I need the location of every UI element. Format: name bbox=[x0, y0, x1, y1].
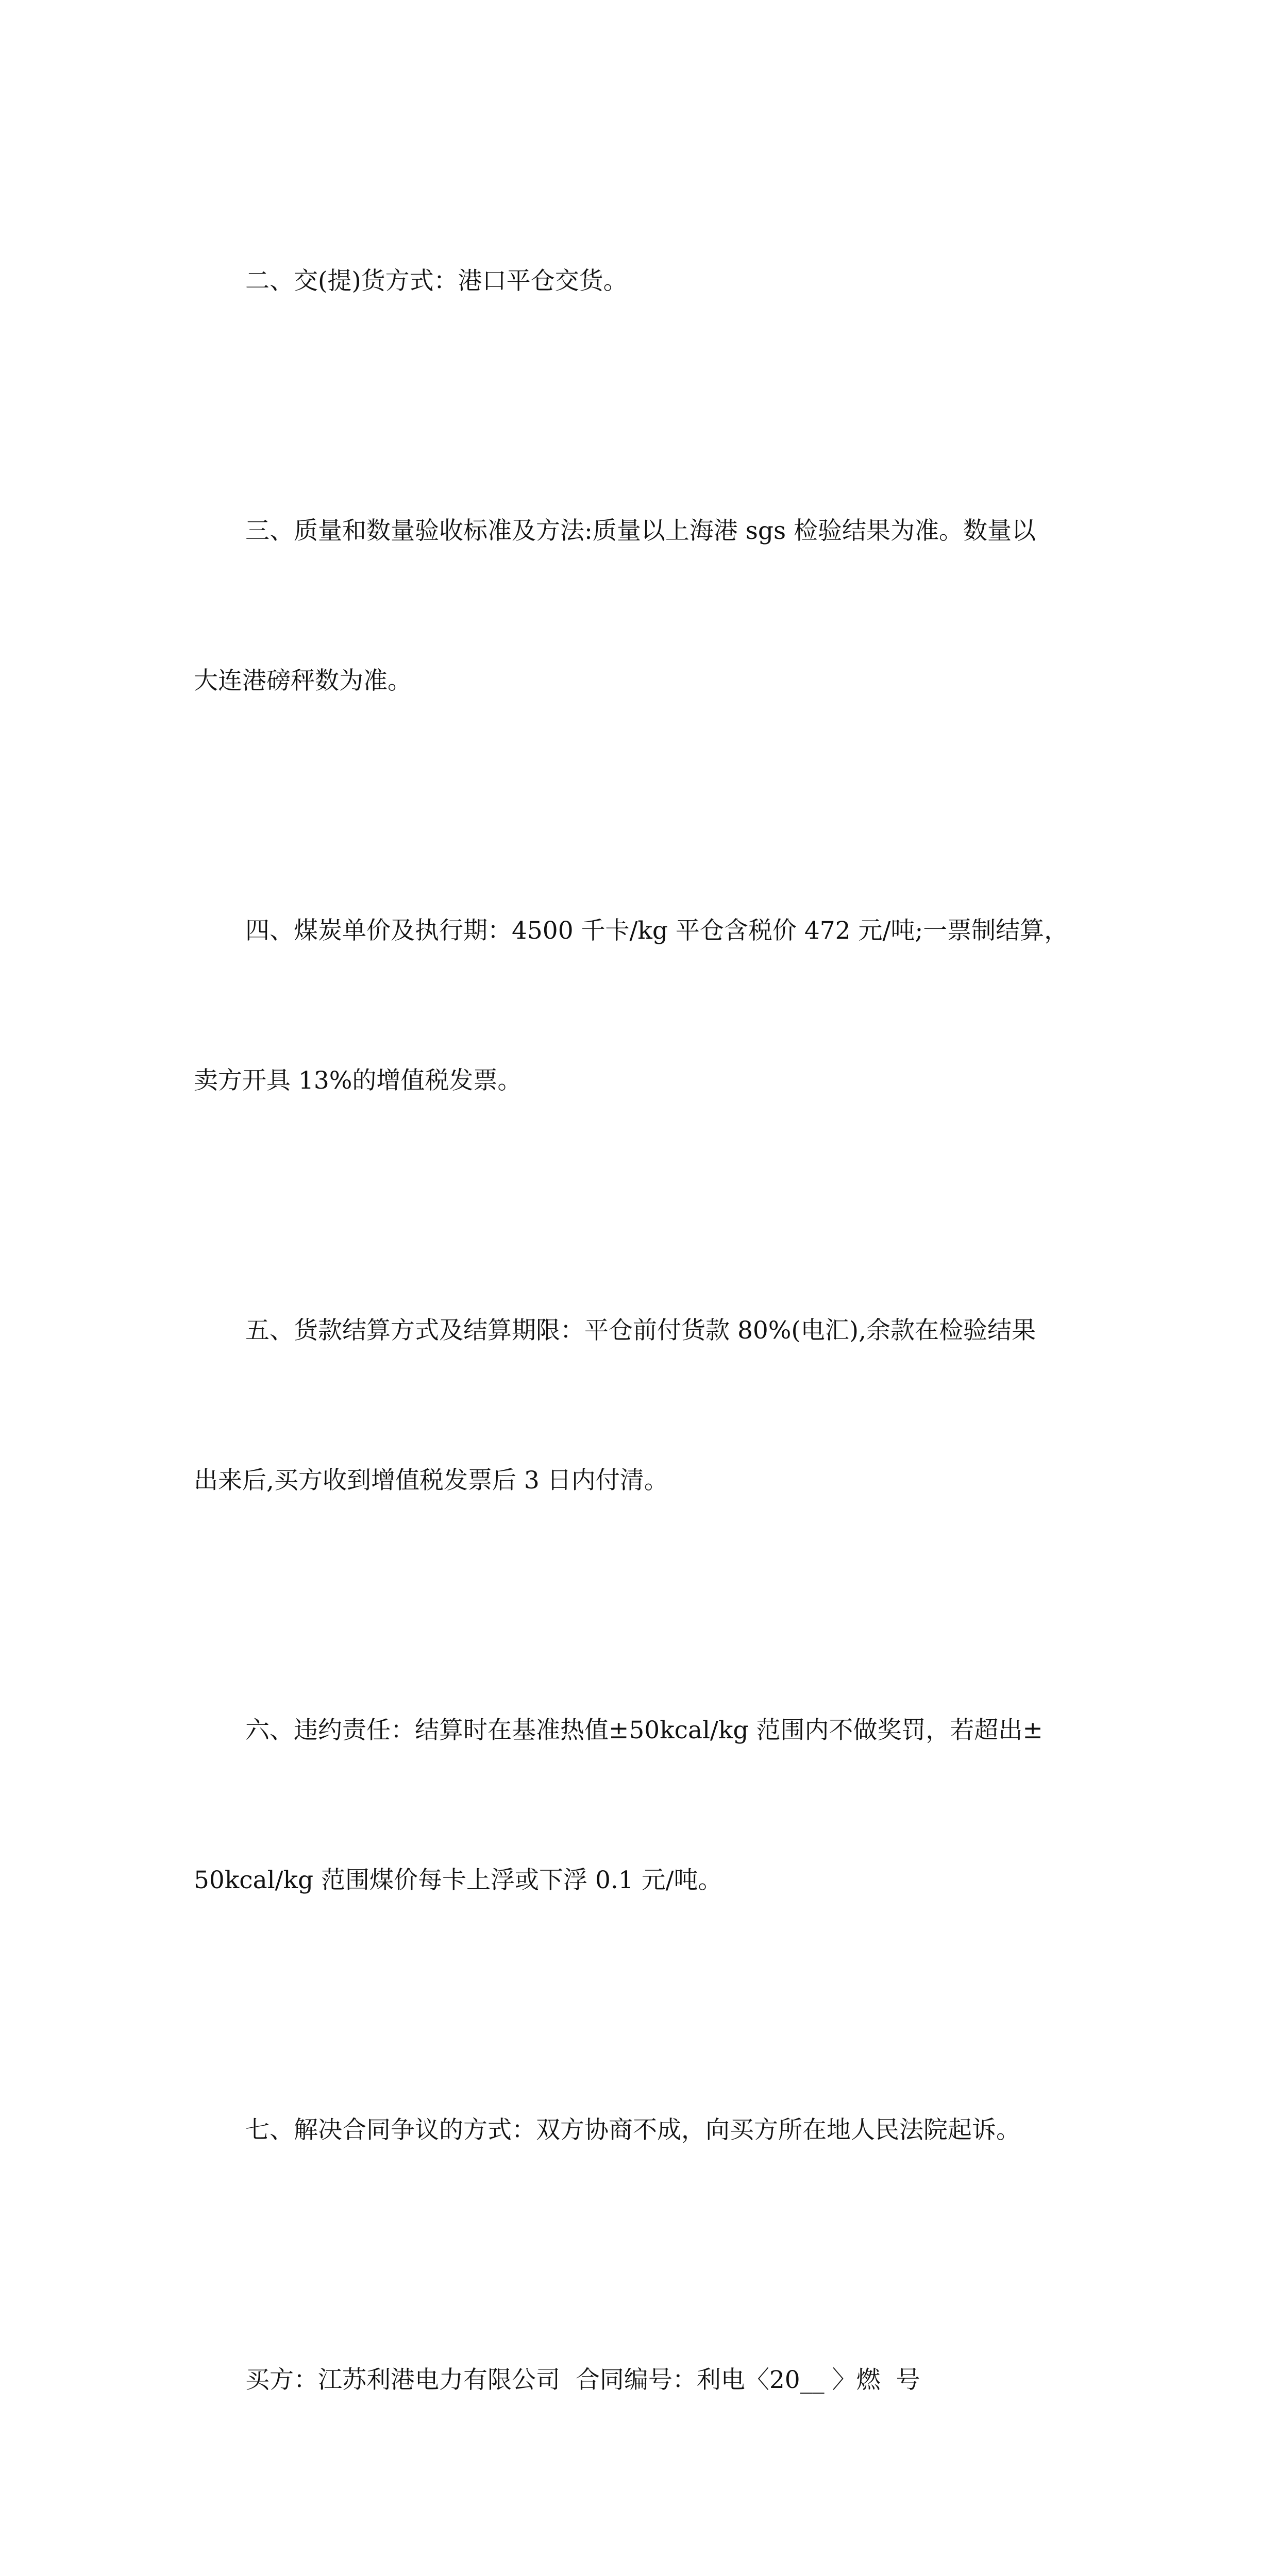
text-line: 五、货款结算方式及结算期限：平仓前付货款 80%(电汇),余款在检验结果 bbox=[245, 1316, 1036, 1345]
text-line: 大连港磅秤数为准。 bbox=[194, 667, 412, 695]
clause-quality-inspection bbox=[194, 406, 1086, 806]
clause-payment bbox=[194, 1206, 1086, 1605]
text-line: 买方：江苏利港电力有限公司 合同编号：利电〈20__ 〉燃 号 bbox=[245, 2366, 920, 2394]
clause-delivery-method bbox=[194, 156, 1086, 406]
text-line: 七、解决合同争议的方式：双方协商不成，向买方所在地人民法院起诉。 bbox=[245, 2116, 1020, 2144]
clause-liability bbox=[194, 1605, 1086, 2005]
text-line: 出来后,买方收到增值税发票后 3 日内付清。 bbox=[194, 1466, 668, 1495]
text-line: 卖方开具 13%的增值税发票。 bbox=[194, 1066, 522, 1095]
clause-dispute bbox=[194, 2005, 1086, 2255]
text-line: 四、煤炭单价及执行期：4500 千卡/kg 平仓含税价 472 元/吨;一票制结算， bbox=[245, 917, 1069, 945]
document-body bbox=[194, 156, 1086, 2576]
clause-unit-price bbox=[194, 806, 1086, 1206]
text-line: 二、交(提)货方式：港口平仓交货。 bbox=[245, 267, 628, 295]
buyer-line bbox=[194, 2255, 1086, 2505]
seller-line bbox=[194, 2505, 1086, 2576]
text-line: 50kcal/kg 范围煤价每卡上浮或下浮 0.1 元/吨。 bbox=[194, 1866, 722, 1894]
text-line: 六、违约责任：结算时在基准热值±50kcal/kg 范围内不做奖罚，若超出± bbox=[245, 1716, 1043, 1744]
text-line: 三、质量和数量验收标准及方法:质量以上海港 sgs 检验结果为准。数量以 bbox=[245, 517, 1036, 545]
